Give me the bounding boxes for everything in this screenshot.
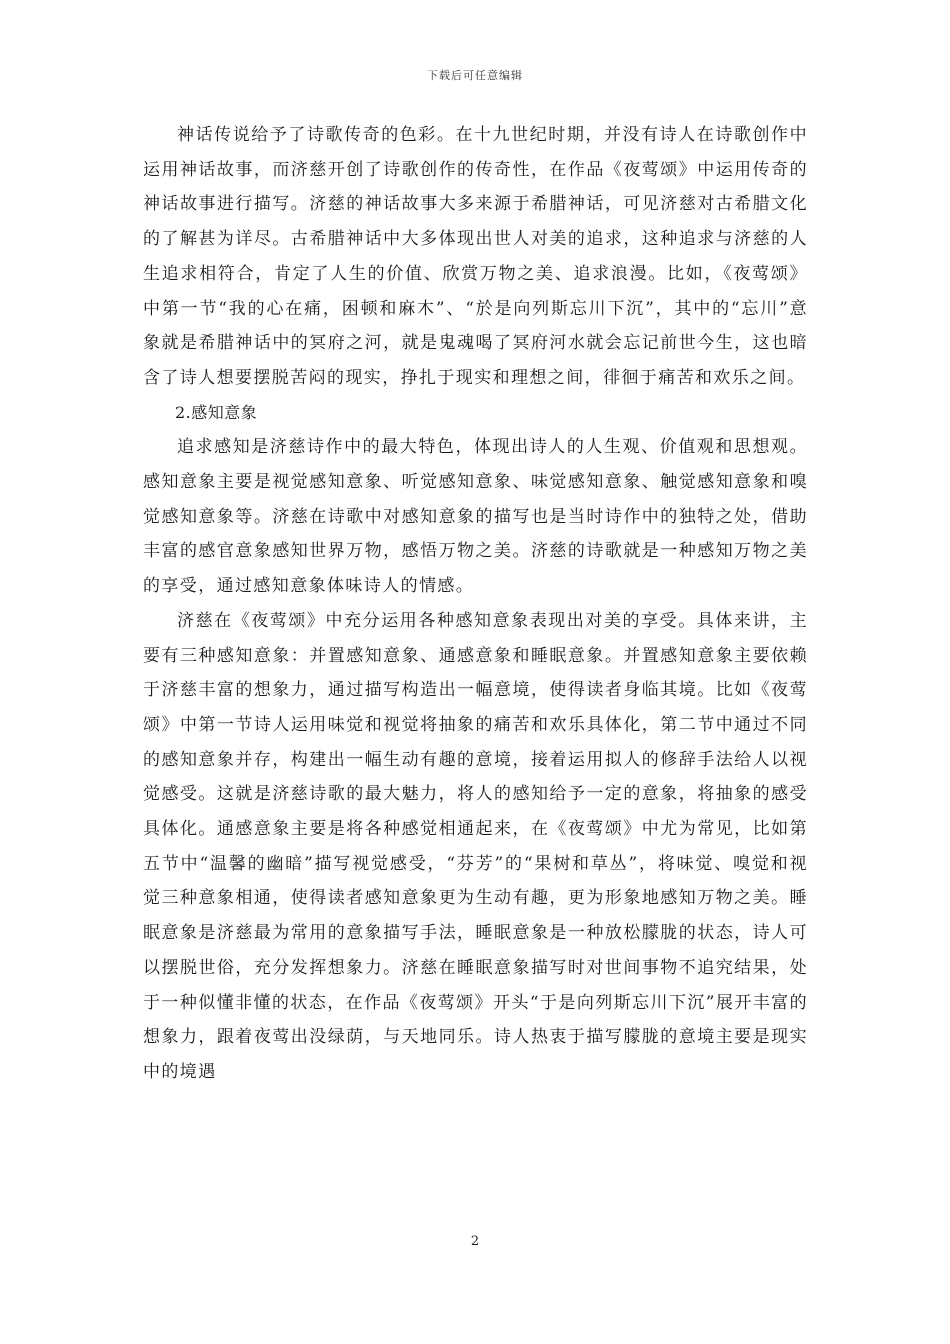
document-body xyxy=(143,118,808,1090)
paragraph-perception-detail: 济慈在《夜莺颂》中充分运用各种感知意象表现出对美的享受。具体来讲，主要有三种感知意象：并置感知意象、通感意象和睡眠意象。并置感知意象主要依赖于济慈丰富的想象力，通过描写构造出一幅意境，使得读者身临其境。比如《夜莺颂》中第一节诗人运用味觉和视觉将抽象的痛苦和欢乐具体化，第二节中通过不同的感知意象并存，构建出一幅生动有趣的意境，接着运用拟人的修辞手法给人以视觉感受。这就是济慈诗歌的最大魅力，将人的感知给予一定的意象，将抽象的感受具体化。通感意象主要是将各种感觉相通起来，在《夜莺颂》中尤为常见，比如第五节中“温馨的幽暗”描写视觉感受，“芬芳”的“果树和草丛”，将味觉、嗅觉和视觉三种意象相通，使得读者感知意象更为生动有趣，更为形象地感知万物之美。睡眠意象是济慈最为常用的意象描写手法，睡眠意象是一种放松朦胧的状态，诗人可以摆脱世俗，充分发挥想象力。济慈在睡眠意象描写时对世间事物不追究结果，处于一种似懂非懂的状态，在作品《夜莺颂》开头“于是向列斯忘川下沉”展开丰富的想象力，跟着夜莺出没绿荫，与天地同乐。诗人热衷于描写朦胧的意境主要是现实中的境遇 xyxy=(143,610,809,1082)
section-heading-perception-imagery: 2.感知意象 xyxy=(175,402,258,422)
paragraph-myth-imagery: 神话传说给予了诗歌传奇的色彩。在十九世纪时期，并没有诗人在诗歌创作中运用神话故事，而济慈开创了诗歌创作的传奇性，在作品《夜莺颂》中运用传奇的神话故事进行描写。济慈的神话故事大多来源于希腊神话，可见济慈对古希腊文化的了解甚为详尽。古希腊神话中大多体现出世人对美的追求，这种追求与济慈的人生追求相符合，肯定了人生的价值、欣赏万物之美、追求浪漫。比如，《夜莺颂》中第一节“我的心在痛，困顿和麻木”、“於是向列斯忘川下沉”，其中的“忘川”意象就是希腊神话中的冥府之河，就是鬼魂喝了冥府河水就会忘记前世今生，这也暗含了诗人想要摆脱苦闷的现实，挣扎于现实和理想之间，徘徊于痛苦和欢乐之间。 xyxy=(143,125,808,388)
page-header: 下载后可任意编辑 xyxy=(427,69,523,82)
page-number: 2 xyxy=(470,1234,480,1249)
paragraph-perception-intro: 追求感知是济慈诗作中的最大特色，体现出诗人的人生观、价值观和思想观。感知意象主要是视觉感知意象、听觉感知意象、味觉感知意象、触觉感知意象和嗅觉感知意象等。济慈在诗歌中对感知意象的描写也是当时诗作中的独特之处，借助丰富的感官意象感知世界万物，感悟万物之美。济慈的诗歌就是一种感知万物之美的享受，通过感知意象体味诗人的情感。 xyxy=(143,437,808,597)
